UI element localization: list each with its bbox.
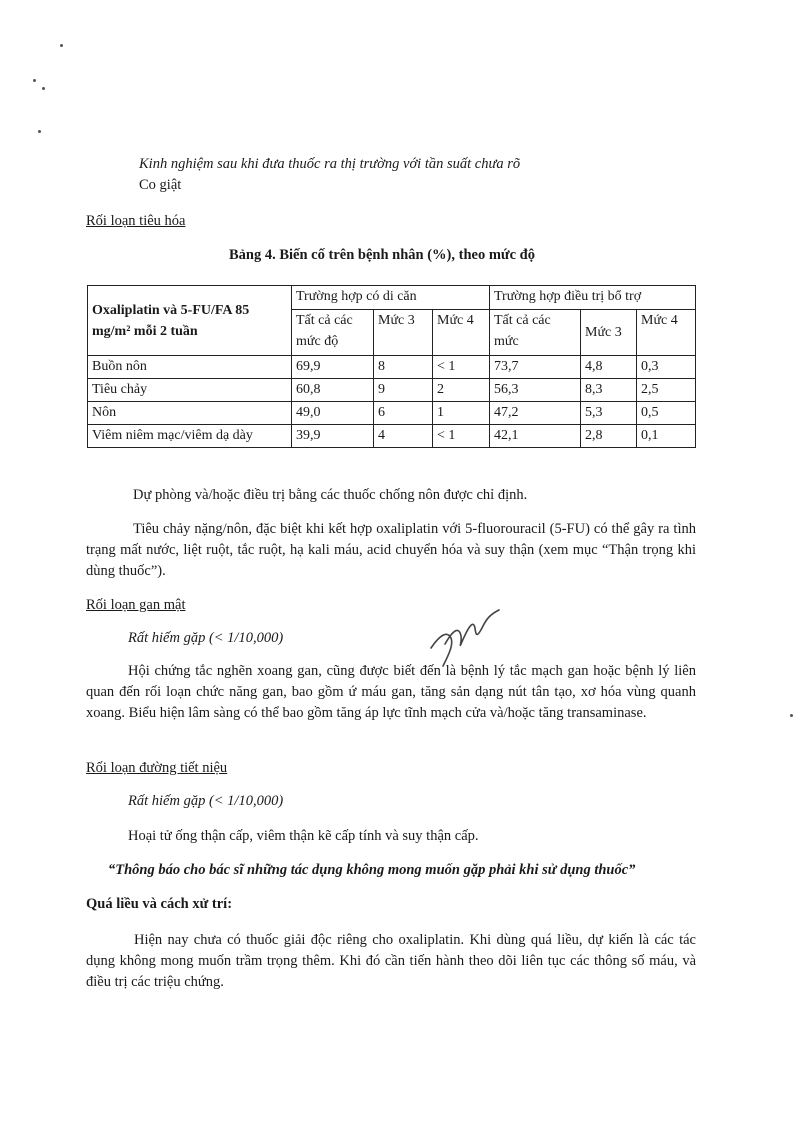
table-caption: Bảng 4. Biến cố trên bệnh nhân (%), theo mức độ (229, 247, 535, 263)
table-row (88, 356, 696, 379)
event-cell: Buồn nôn (88, 356, 292, 379)
value-cell: 6 (374, 402, 433, 425)
value-cell: 4,8 (581, 356, 637, 379)
table-row (88, 425, 696, 448)
event-cell: Tiêu chảy (88, 379, 292, 402)
col-grade4: Mức 4 (433, 310, 490, 356)
renal-paragraph: Hoại tử ống thận cấp, viêm thận kẽ cấp tính và suy thận cấp. (128, 828, 479, 844)
value-cell: 9 (374, 379, 433, 402)
value-cell: 49,0 (292, 402, 374, 425)
value-cell: 2,8 (581, 425, 637, 448)
event-cell: Viêm niêm mạc/viêm dạ dày (88, 425, 292, 448)
diarrhea-paragraph: Tiêu chảy nặng/nôn, đặc biệt khi kết hợp oxaliplatin với 5-fluorouracil (5-FU) có thể gây ra tình trạng mất nước, liệt ruột, tắc ruột, hạ kali máu, acid chuyển hóa và suy thận (xem mục “Thận trọng khi dùng thuốc”). (86, 521, 696, 579)
scan-speck (42, 87, 45, 90)
value-cell: 0,3 (637, 356, 696, 379)
value-cell: 39,9 (292, 425, 374, 448)
value-cell: 2,5 (637, 379, 696, 402)
section-heading-hepatobiliary: Rối loạn gan mật (86, 597, 186, 613)
frequency-very-rare: Rất hiếm gặp (< 1/10,000) (128, 630, 284, 646)
value-cell: < 1 (433, 356, 490, 379)
table-row (88, 402, 696, 425)
scan-speck (33, 79, 36, 82)
value-cell: 42,1 (490, 425, 581, 448)
value-cell: < 1 (433, 425, 490, 448)
event-cell: Nôn (88, 402, 292, 425)
value-cell: 8 (374, 356, 433, 379)
section-heading-gi: Rối loạn tiêu hóa (86, 213, 186, 229)
value-cell: 5,3 (581, 402, 637, 425)
seizure-item: Co giật (139, 177, 182, 193)
overdose-paragraph: Hiện nay chưa có thuốc giải độc riêng cho oxaliplatin. Khi dùng quá liều, dự kiến là các tác dụng không mong muốn trầm trọng thêm. Khi đó cần tiến hành theo dõi liên tục các thông số máu, và điều trị các triệu chứng. (86, 932, 696, 990)
value-cell: 47,2 (490, 402, 581, 425)
col-all-grades-adj: Tất cả các mức (490, 310, 581, 356)
col-grade3: Mức 3 (374, 310, 433, 356)
col-grade4-adj: Mức 4 (637, 310, 696, 356)
value-cell: 69,9 (292, 356, 374, 379)
overdose-heading: Quá liều và cách xử trí: (86, 896, 233, 912)
value-cell: 73,7 (490, 356, 581, 379)
value-cell: 8,3 (581, 379, 637, 402)
regimen-header: Oxaliplatin và 5-FU/FA 85 mg/m² mỗi 2 tuần (88, 286, 292, 356)
adverse-events-table (87, 285, 696, 448)
scan-speck (38, 130, 41, 133)
frequency-very-rare: Rất hiếm gặp (< 1/10,000) (128, 793, 284, 809)
section-heading-urinary: Rối loạn đường tiết niệu (86, 760, 228, 776)
scan-speck (60, 44, 63, 47)
value-cell: 60,8 (292, 379, 374, 402)
col-grade3-adj: Mức 3 (581, 310, 637, 356)
value-cell: 0,1 (637, 425, 696, 448)
value-cell: 2 (433, 379, 490, 402)
value-cell: 4 (374, 425, 433, 448)
col-all-grades: Tất cả các mức độ (292, 310, 374, 356)
postmarketing-note: Kinh nghiệm sau khi đưa thuốc ra thị trường với tần suất chưa rõ (139, 156, 521, 172)
prophylaxis-paragraph: Dự phòng và/hoặc điều trị bằng các thuốc chống nôn được chỉ định. (133, 487, 528, 503)
group-adjuvant-header: Trường hợp điều trị bổ trợ (490, 286, 696, 310)
handwritten-signature (425, 608, 505, 670)
group-metastatic-header: Trường hợp có di căn (292, 286, 490, 310)
value-cell: 0,5 (637, 402, 696, 425)
report-notice: “Thông báo cho bác sĩ những tác dụng không mong muốn gặp phải khi sử dụng thuốc” (108, 862, 636, 878)
sos-paragraph: Hội chứng tắc nghẽn xoang gan, cũng được biết đến là bệnh lý tắc mạch gan hoặc bệnh lý liên quan đến rối loạn chức năng gan, bao gồm ứ máu gan, tăng sản dạng nút tân tạo, xơ hóa vùng quanh xoang. Biểu hiện lâm sàng có thể bao gồm tăng áp lực tĩnh mạch cửa và/hoặc tăng transaminase. (86, 663, 696, 721)
table-row (88, 379, 696, 402)
value-cell: 56,3 (490, 379, 581, 402)
value-cell: 1 (433, 402, 490, 425)
scan-speck (790, 714, 793, 717)
